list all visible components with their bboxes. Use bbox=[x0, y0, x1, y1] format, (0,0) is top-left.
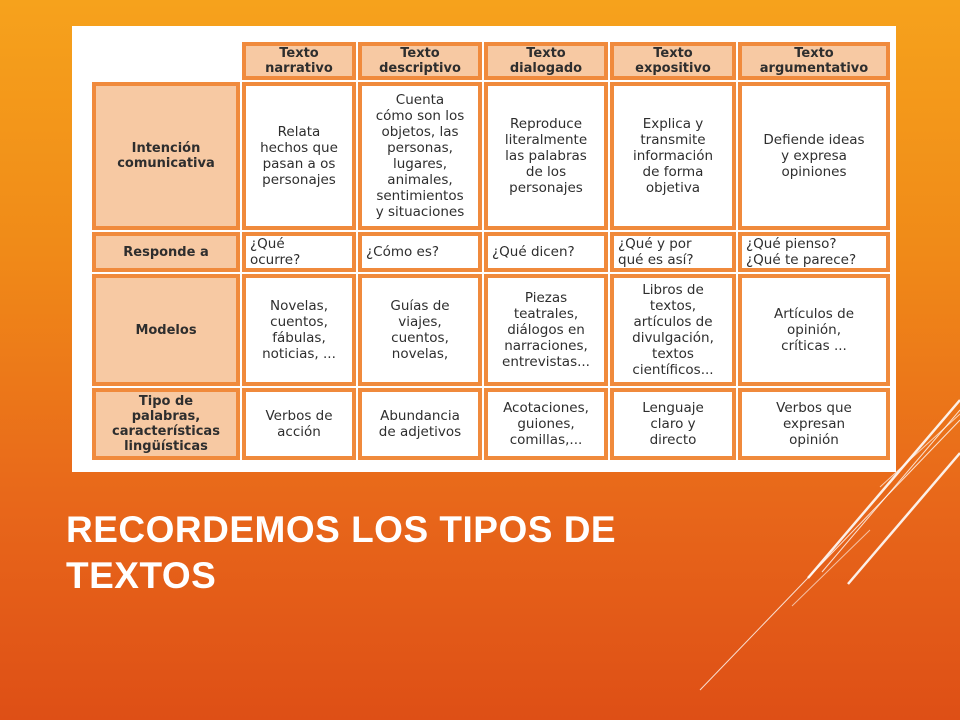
table-cell: ¿Qué ocurre? bbox=[242, 232, 356, 272]
row-header: Modelos bbox=[92, 274, 240, 386]
table-cell: Relata hechos que pasan a os personajes bbox=[242, 82, 356, 230]
deco-line bbox=[700, 420, 960, 690]
row-header: Tipo de palabras, características lingüísticas bbox=[92, 388, 240, 460]
row-header: Responde a bbox=[92, 232, 240, 272]
table-cell: Reproduce literalmente las palabras de los personajes bbox=[484, 82, 608, 230]
column-header: Texto narrativo bbox=[242, 42, 356, 80]
table-cell: Lenguaje claro y directo bbox=[610, 388, 736, 460]
table-cell: Artículos de opinión, críticas ... bbox=[738, 274, 890, 386]
deco-line bbox=[792, 530, 870, 606]
table-cell: ¿Qué y por qué es así? bbox=[610, 232, 736, 272]
deco-line bbox=[808, 400, 960, 578]
table-cell: ¿Cómo es? bbox=[358, 232, 482, 272]
table-cell: ¿Qué dicen? bbox=[484, 232, 608, 272]
table-cell: Novelas, cuentos, fábulas, noticias, ... bbox=[242, 274, 356, 386]
column-header: Texto argumentativo bbox=[738, 42, 890, 80]
table-cell: Abundancia de adjetivos bbox=[358, 388, 482, 460]
column-header: Texto expositivo bbox=[610, 42, 736, 80]
table-cell: Piezas teatrales, diálogos en narraciones, entrevistas... bbox=[484, 274, 608, 386]
table-cell: Guías de viajes, cuentos, novelas, bbox=[358, 274, 482, 386]
table-cell: Verbos de acción bbox=[242, 388, 356, 460]
row-header: Intención comunicativa bbox=[92, 82, 240, 230]
table-cell: ¿Qué pienso? ¿Qué te parece? bbox=[738, 232, 890, 272]
table-cell: Acotaciones, guiones, comillas,... bbox=[484, 388, 608, 460]
table-cell: Explica y transmite información de forma objetiva bbox=[610, 82, 736, 230]
column-header: Texto dialogado bbox=[484, 42, 608, 80]
column-header: Texto descriptivo bbox=[358, 42, 482, 80]
table-cell: Cuenta cómo son los objetos, las personas, lugares, animales, sentimientos y situaciones bbox=[358, 82, 482, 230]
deco-line bbox=[880, 414, 960, 487]
table-cell: Verbos que expresan opinión bbox=[738, 388, 890, 460]
table-cell: Defiende ideas y expresa opiniones bbox=[738, 82, 890, 230]
slide-title: RECORDEMOS LOS TIPOS DE TEXTOS bbox=[66, 509, 617, 596]
table-cell: Libros de textos, artículos de divulgación, textos científicos... bbox=[610, 274, 736, 386]
